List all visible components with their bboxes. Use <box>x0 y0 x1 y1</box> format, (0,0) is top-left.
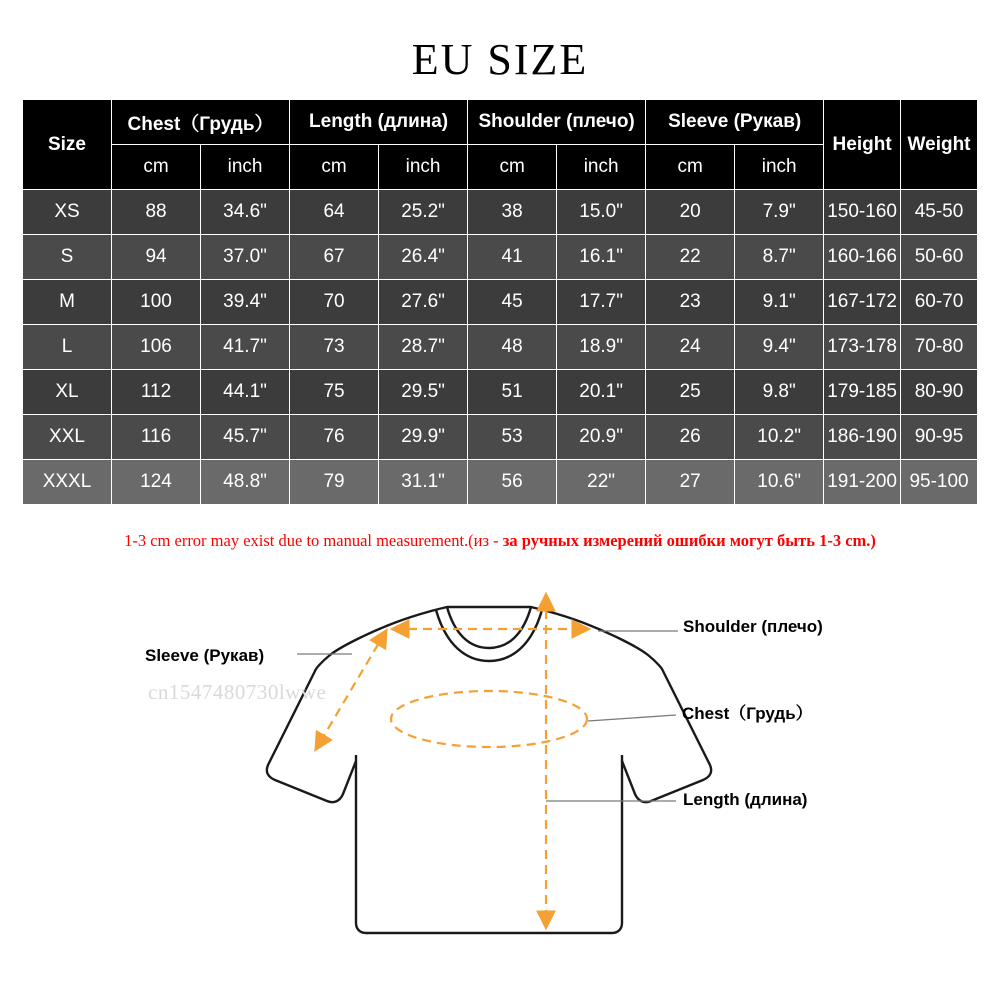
cell-weight: 80-90 <box>901 370 978 415</box>
header-sleeve: Sleeve (Рукав) <box>646 100 824 145</box>
cell-chest-inch: 45.7" <box>201 415 290 460</box>
table-row <box>23 235 978 280</box>
cell-length-cm: 67 <box>290 235 379 280</box>
cell-sleeve-cm: 26 <box>646 415 735 460</box>
unit-length-inch: inch <box>379 145 468 190</box>
cell-shoulder-inch: 20.1" <box>557 370 646 415</box>
cell-chest-inch: 34.6" <box>201 190 290 235</box>
cell-weight: 60-70 <box>901 280 978 325</box>
cell-length-inch: 25.2" <box>379 190 468 235</box>
tshirt-measurement-diagram <box>0 569 1000 964</box>
label-chest: Chest（Грудь） <box>682 704 813 723</box>
cell-height: 160-166 <box>824 235 901 280</box>
header-size: Size <box>23 100 112 190</box>
cell-shoulder-inch: 22" <box>557 460 646 505</box>
measurement-note <box>0 531 1000 551</box>
cell-chest-cm: 106 <box>112 325 201 370</box>
unit-sleeve-inch: inch <box>735 145 824 190</box>
cell-chest-cm: 124 <box>112 460 201 505</box>
cell-sleeve-cm: 27 <box>646 460 735 505</box>
header-chest: Chest（Грудь） <box>112 100 290 145</box>
cell-size: XL <box>23 370 112 415</box>
cell-size: XS <box>23 190 112 235</box>
cell-size: XXL <box>23 415 112 460</box>
cell-size: M <box>23 280 112 325</box>
unit-length-cm: cm <box>290 145 379 190</box>
cell-shoulder-cm: 45 <box>468 280 557 325</box>
unit-chest-inch: inch <box>201 145 290 190</box>
cell-shoulder-cm: 38 <box>468 190 557 235</box>
cell-length-cm: 79 <box>290 460 379 505</box>
cell-sleeve-cm: 20 <box>646 190 735 235</box>
cell-length-cm: 76 <box>290 415 379 460</box>
cell-length-inch: 28.7" <box>379 325 468 370</box>
cell-weight: 50-60 <box>901 235 978 280</box>
cell-sleeve-cm: 24 <box>646 325 735 370</box>
cell-length-cm: 70 <box>290 280 379 325</box>
header-height: Height <box>824 100 901 190</box>
cell-chest-inch: 41.7" <box>201 325 290 370</box>
cell-chest-cm: 100 <box>112 280 201 325</box>
cell-length-cm: 73 <box>290 325 379 370</box>
size-table-container <box>0 99 1000 505</box>
cell-shoulder-cm: 51 <box>468 370 557 415</box>
cell-size: S <box>23 235 112 280</box>
cell-weight: 70-80 <box>901 325 978 370</box>
cell-height: 173-178 <box>824 325 901 370</box>
cell-height: 186-190 <box>824 415 901 460</box>
cell-chest-cm: 88 <box>112 190 201 235</box>
cell-size: XXXL <box>23 460 112 505</box>
tshirt-diagram-svg <box>0 569 1000 964</box>
cell-sleeve-inch: 7.9" <box>735 190 824 235</box>
cell-chest-inch: 37.0" <box>201 235 290 280</box>
cell-length-inch: 29.9" <box>379 415 468 460</box>
label-sleeve: Sleeve (Рукав) <box>145 646 265 665</box>
cell-shoulder-inch: 15.0" <box>557 190 646 235</box>
cell-length-inch: 26.4" <box>379 235 468 280</box>
cell-length-inch: 29.5" <box>379 370 468 415</box>
cell-sleeve-inch: 8.7" <box>735 235 824 280</box>
cell-sleeve-cm: 22 <box>646 235 735 280</box>
cell-height: 150-160 <box>824 190 901 235</box>
cell-shoulder-cm: 53 <box>468 415 557 460</box>
cell-chest-inch: 48.8" <box>201 460 290 505</box>
cell-sleeve-inch: 10.6" <box>735 460 824 505</box>
cell-length-inch: 27.6" <box>379 280 468 325</box>
cell-sleeve-inch: 9.1" <box>735 280 824 325</box>
cell-height: 167-172 <box>824 280 901 325</box>
header-length: Length (длина) <box>290 100 468 145</box>
cell-height: 191-200 <box>824 460 901 505</box>
label-length: Length (длина) <box>683 790 808 809</box>
cell-shoulder-inch: 20.9" <box>557 415 646 460</box>
cell-weight: 45-50 <box>901 190 978 235</box>
table-row <box>23 325 978 370</box>
cell-sleeve-inch: 9.4" <box>735 325 824 370</box>
unit-chest-cm: cm <box>112 145 201 190</box>
cell-shoulder-cm: 41 <box>468 235 557 280</box>
header-shoulder: Shoulder (плечо) <box>468 100 646 145</box>
note-plain-text: 1-3 cm error may exist due to manual measurement.(из - <box>124 531 503 550</box>
table-row <box>23 460 978 505</box>
page-title: EU SIZE <box>411 35 589 84</box>
cell-length-cm: 64 <box>290 190 379 235</box>
unit-shoulder-inch: inch <box>557 145 646 190</box>
table-row <box>23 415 978 460</box>
cell-chest-cm: 94 <box>112 235 201 280</box>
cell-length-inch: 31.1" <box>379 460 468 505</box>
cell-shoulder-inch: 18.9" <box>557 325 646 370</box>
tshirt-outline <box>267 607 711 933</box>
cell-sleeve-inch: 9.8" <box>735 370 824 415</box>
cell-shoulder-cm: 48 <box>468 325 557 370</box>
size-table <box>22 99 978 505</box>
cell-chest-inch: 44.1" <box>201 370 290 415</box>
cell-shoulder-inch: 17.7" <box>557 280 646 325</box>
watermark-text: cn1547480730lwwe <box>148 680 327 704</box>
note-bold-text: за ручных измерений ошибки могут быть 1-3 cm.) <box>502 531 876 550</box>
cell-weight: 90-95 <box>901 415 978 460</box>
cell-length-cm: 75 <box>290 370 379 415</box>
cell-chest-inch: 39.4" <box>201 280 290 325</box>
cell-height: 179-185 <box>824 370 901 415</box>
table-row <box>23 280 978 325</box>
cell-shoulder-cm: 56 <box>468 460 557 505</box>
cell-sleeve-cm: 25 <box>646 370 735 415</box>
label-shoulder: Shoulder (плечо) <box>683 617 823 636</box>
cell-chest-cm: 112 <box>112 370 201 415</box>
unit-sleeve-cm: cm <box>646 145 735 190</box>
cell-weight: 95-100 <box>901 460 978 505</box>
unit-shoulder-cm: cm <box>468 145 557 190</box>
header-weight: Weight <box>901 100 978 190</box>
cell-sleeve-inch: 10.2" <box>735 415 824 460</box>
table-header-row-groups <box>23 100 978 145</box>
table-row <box>23 370 978 415</box>
cell-chest-cm: 116 <box>112 415 201 460</box>
table-row <box>23 190 978 235</box>
cell-shoulder-inch: 16.1" <box>557 235 646 280</box>
cell-size: L <box>23 325 112 370</box>
cell-sleeve-cm: 23 <box>646 280 735 325</box>
